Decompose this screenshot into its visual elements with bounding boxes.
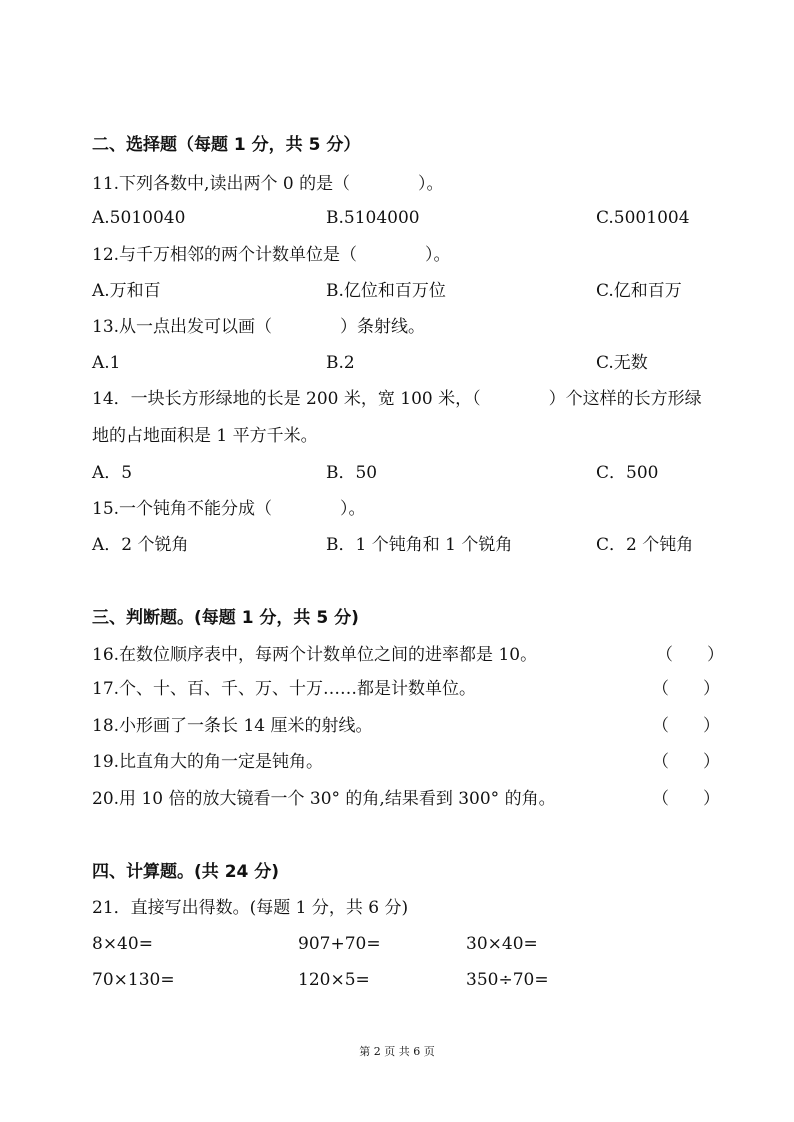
calc-item: 120×5=: [298, 970, 370, 990]
q11-option-b: B.5104000: [326, 208, 420, 228]
calc-item: 8×40=: [92, 934, 153, 954]
q13-option-a: A.1: [92, 353, 121, 373]
q14-option-b: B．50: [326, 463, 378, 483]
q11-stem: 11.下列各数中,读出两个 0 的是（ ）。: [92, 174, 444, 194]
q12-stem: 12.与千万相邻的两个计数单位是（ ）。: [92, 245, 451, 265]
q11-option-c: C.5001004: [596, 208, 690, 228]
q21-stem: 21．直接写出得数。(每题 1 分，共 6 分): [92, 898, 409, 918]
q20-answer-paren: （ ）: [652, 789, 720, 809]
q12-option-a: A.万和百: [92, 281, 161, 301]
q18-text: 18.小形画了一条长 14 厘米的射线。: [92, 716, 373, 736]
q12-option-b: B.亿位和百万位: [326, 281, 446, 301]
q19-answer-paren: （ ）: [652, 752, 720, 772]
q19-text: 19.比直角大的角一定是钝角。: [92, 752, 324, 772]
q15-option-a: A．2 个锐角: [92, 535, 189, 555]
q17-answer-paren: （ ）: [652, 679, 720, 699]
q16-answer-paren: （ ）: [656, 645, 724, 665]
section4-title: 四、计算题。(共 24 分): [92, 862, 280, 882]
q14-stem-continued: 地的占地面积是 1 平方千米。: [92, 426, 318, 446]
q13-stem: 13.从一点出发可以画（ ）条射线。: [92, 317, 426, 337]
q13-option-c: C.无数: [596, 353, 648, 373]
calc-item: 907+70=: [298, 934, 381, 954]
calc-item: 70×130=: [92, 970, 175, 990]
q15-option-b: B．1 个钝角和 1 个锐角: [326, 535, 513, 555]
section2-title: 二、选择题（每题 1 分，共 5 分）: [92, 135, 361, 155]
q13-option-b: B.2: [326, 353, 355, 373]
q17-text: 17.个、十、百、千、万、十万……都是计数单位。: [92, 679, 477, 699]
q12-option-c: C.亿和百万: [596, 281, 682, 301]
q11-option-a: A.5010040: [92, 208, 186, 228]
q14-option-c: C．500: [596, 463, 659, 483]
page-footer: 第 2 页 共 6 页: [359, 1045, 435, 1058]
calc-item: 30×40=: [466, 934, 538, 954]
section3-title: 三、判断题。(每题 1 分，共 5 分): [92, 608, 359, 628]
q14-option-a: A．5: [92, 463, 133, 483]
q15-option-c: C．2 个钝角: [596, 535, 694, 555]
q14-stem: 14．一块长方形绿地的长是 200 米，宽 100 米，（ ）个这样的长方形绿: [92, 389, 702, 409]
q16-text: 16.在数位顺序表中，每两个计数单位之间的进率都是 10。: [92, 645, 538, 665]
calc-item: 350÷70=: [466, 970, 549, 990]
q20-text: 20.用 10 倍的放大镜看一个 30° 的角,结果看到 300° 的角。: [92, 789, 556, 809]
q15-stem: 15.一个钝角不能分成（ ）。: [92, 499, 366, 519]
q18-answer-paren: （ ）: [652, 716, 720, 736]
